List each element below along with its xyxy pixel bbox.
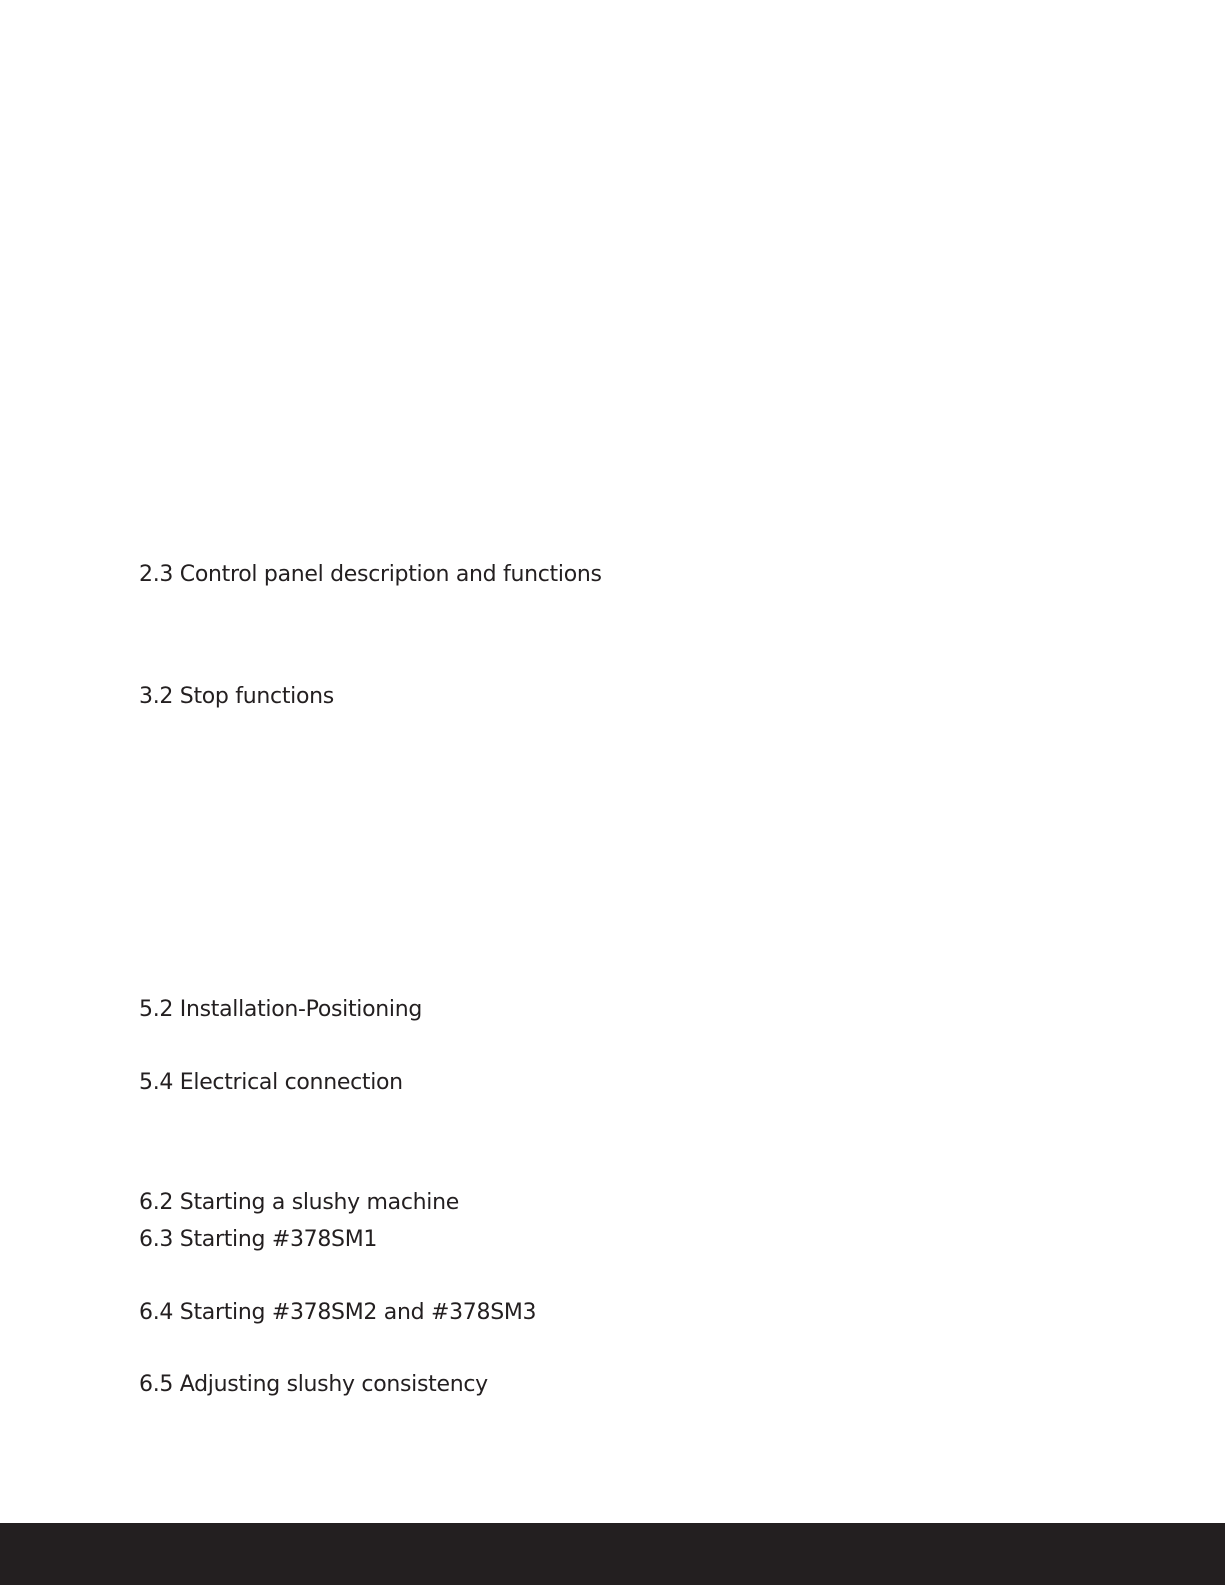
section-heading-5-2: 5.2 Installation-Positioning bbox=[139, 997, 423, 1022]
section-heading-5-4: 5.4 Electrical connection bbox=[139, 1070, 403, 1095]
section-heading-3-2: 3.2 Stop functions bbox=[139, 684, 334, 709]
section-heading-6-3: 6.3 Starting #378SM1 bbox=[139, 1227, 378, 1252]
footer-bar bbox=[0, 1523, 1225, 1585]
section-heading-6-5: 6.5 Adjusting slushy consistency bbox=[139, 1372, 488, 1397]
section-heading-6-4: 6.4 Starting #378SM2 and #378SM3 bbox=[139, 1300, 537, 1325]
section-heading-6-2: 6.2 Starting a slushy machine bbox=[139, 1190, 459, 1215]
section-heading-2-3: 2.3 Control panel description and functions bbox=[139, 562, 602, 587]
